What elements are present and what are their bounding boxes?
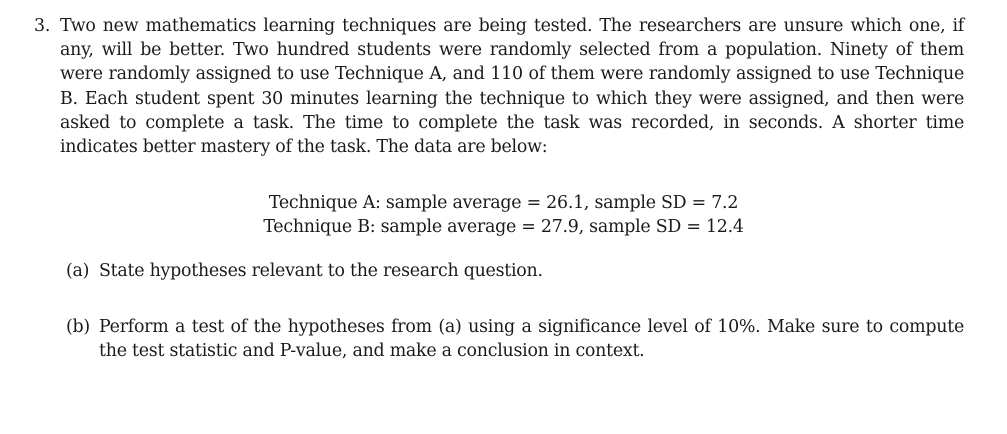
problem-3 [34, 14, 964, 159]
part-b-label: (b) [66, 317, 90, 338]
part-a [66, 259, 964, 283]
data-summary [0, 192, 1007, 239]
technique-a-stats: Technique A: sample average = 26.1, sample SD = 7.2 [268, 193, 739, 213]
part-b-text: Perform a test of the hypotheses from (a) using a significance level of 10%. Make sure to compute the test statistic and P-value, and make a conclusion in context. [99, 317, 964, 362]
part-b [66, 315, 964, 363]
question-parts [66, 259, 964, 364]
problem-statement [34, 14, 964, 159]
technique-b-stats: Technique B: sample average = 27.9, sample SD = 12.4 [263, 216, 744, 237]
part-a-label: (a) [66, 261, 90, 281]
problem-text: Two new mathematics learning techniques are being tested. The researchers are unsure which one, if any, will be better. Two hundred students were randomly selected from a population. Ninety of them were randomly assigned to use Technique A, and 110 of them were randomly assigned to use Technique B. Each student spent 30 minutes learning the technique to which they were assigned, and then were asked to complete a task. The time to complete the task was recorded, in seconds. A shorter time indicates better mastery of the task. The data are below: [60, 16, 964, 158]
part-a-text: State hypotheses relevant to the research question. [99, 261, 543, 281]
problem-number: 3. [34, 16, 51, 36]
